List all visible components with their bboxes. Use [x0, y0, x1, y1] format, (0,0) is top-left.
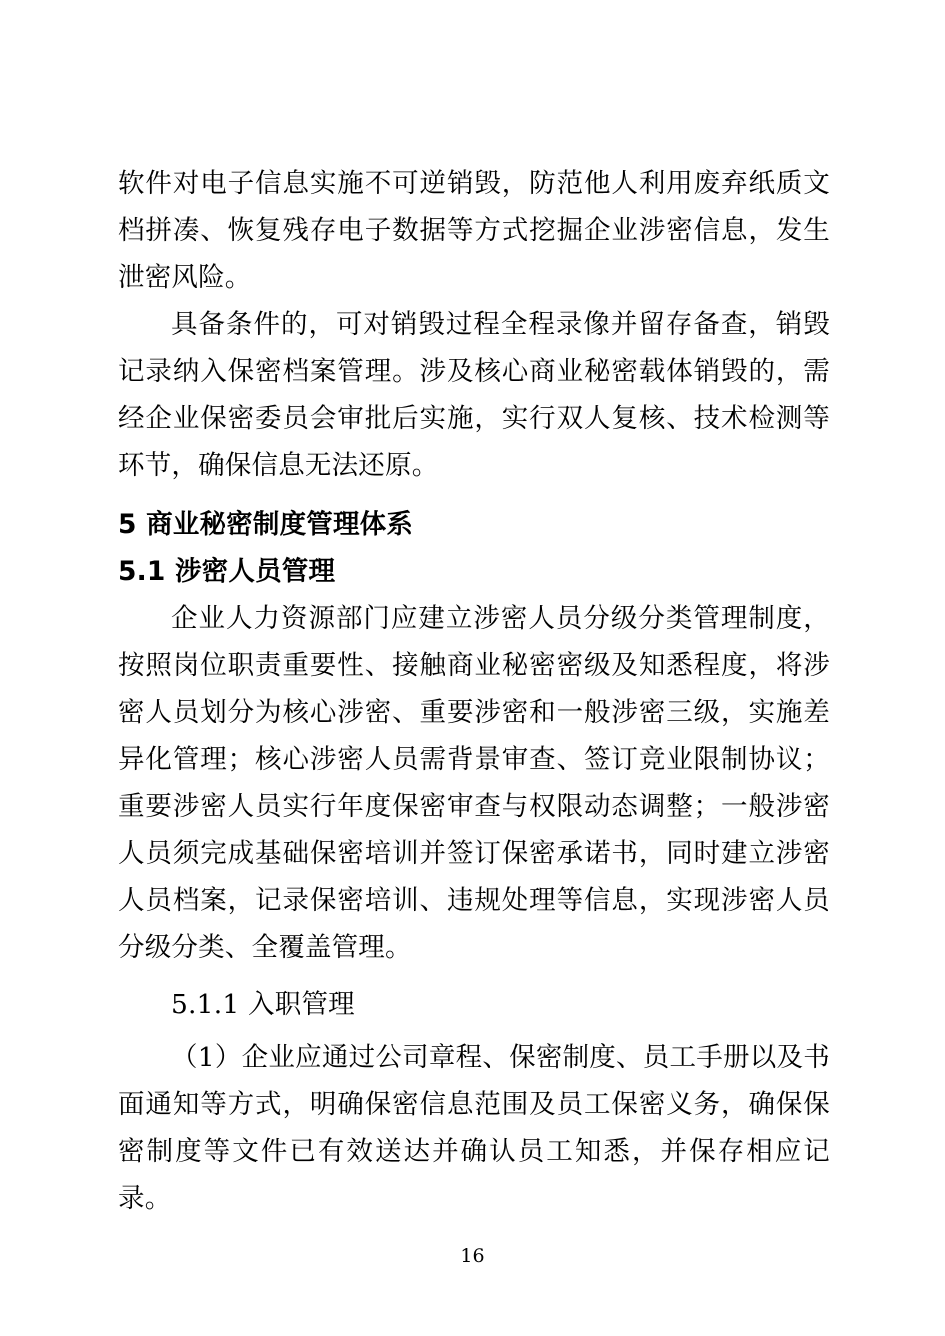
subsection-heading-5-1-1: 5.1.1 入职管理 [171, 989, 355, 1020]
section-subheading-5-1: 5.1 涉密人员管理 [118, 556, 336, 587]
paragraph-destruction-record: 具备条件的，可对销毁过程全程录像并留存备查，销毁记录纳入保密档案管理。涉及核心商业秘密载体销毁的，需经企业保密委员会审批后实施，实行双人复核、技术检测等环节，确保信息无法还原。 [118, 309, 830, 481]
page-number: 16 [460, 1245, 485, 1267]
paragraph-destruction-software: 软件对电子信息实施不可逆销毁，防范他人利用废弃纸质文档拼凑、恢复残存电子数据等方式挖掘企业涉密信息，发生泄密风险。 [118, 168, 830, 293]
document-body [118, 160, 830, 1222]
paragraph-confidential-personnel: 企业人力资源部门应建立涉密人员分级分类管理制度，按照岗位职责重要性、接触商业秘密密级及知悉程度，将涉密人员划分为核心涉密、重要涉密和一般涉密三级，实施差异化管理；核心涉密人员需背景审查、签订竞业限制协议；重要涉密人员实行年度保密审查与权限动态调整；一般涉密人员须完成基础保密培训并签订保密承诺书，同时建立涉密人员档案，记录保密培训、违规处理等信息，实现涉密人员分级分类、全覆盖管理。 [118, 603, 830, 963]
section-heading-5: 5 商业秘密制度管理体系 [118, 509, 414, 540]
paragraph-onboarding-item-1: （1）企业应通过公司章程、保密制度、员工手册以及书面通知等方式，明确保密信息范围及员工保密义务，确保保密制度等文件已有效送达并确认员工知悉，并保存相应记录。 [118, 1042, 830, 1214]
